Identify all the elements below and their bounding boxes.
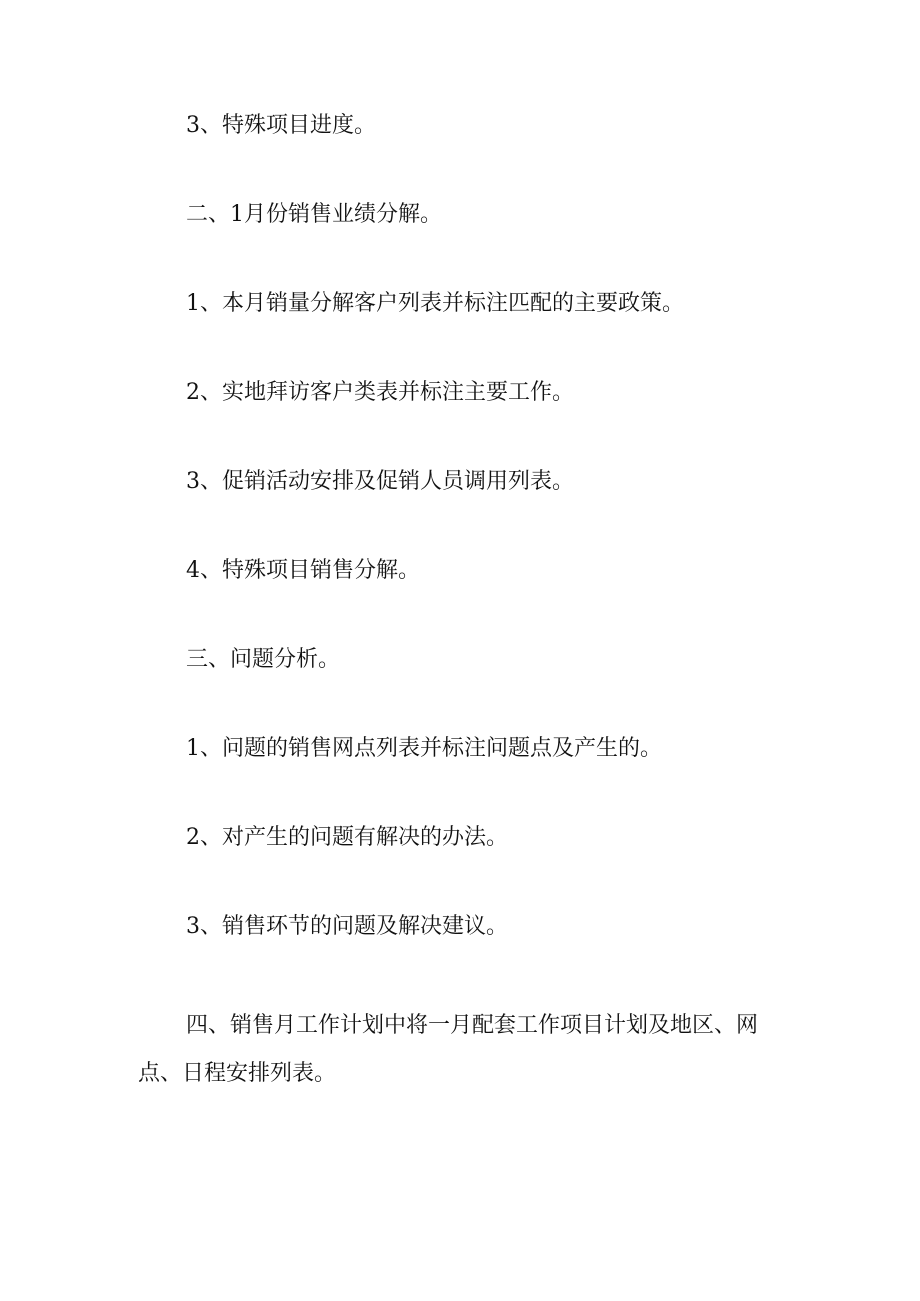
paragraph-customer-visits: 2、实地拜访客户类表并标注主要工作。 bbox=[186, 380, 574, 405]
paragraph-special-project-progress: 3、特殊项目进度。 bbox=[186, 113, 376, 138]
paragraph-customer-list: 1、本月销量分解客户列表并标注匹配的主要政策。 bbox=[186, 291, 684, 316]
paragraph-problem-outlets: 1、问题的销售网点列表并标注问题点及产生的。 bbox=[186, 736, 662, 761]
paragraph-special-project-sales: 4、特殊项目销售分解。 bbox=[186, 558, 420, 583]
paragraph-sales-issues-suggestions: 3、销售环节的问题及解决建议。 bbox=[186, 914, 508, 939]
heading-problem-analysis: 三、问题分析。 bbox=[186, 647, 341, 672]
heading-monthly-work-plan: 四、销售月工作计划中将一月配套工作项目计划及地区、网点、日程安排列表。 bbox=[138, 1013, 759, 1086]
paragraph-promotion-schedule: 3、促销活动安排及促销人员调用列表。 bbox=[186, 469, 574, 494]
paragraph-solutions: 2、对产生的问题有解决的办法。 bbox=[186, 825, 508, 850]
heading-january-sales-breakdown: 二、1月份销售业绩分解。 bbox=[186, 202, 442, 227]
